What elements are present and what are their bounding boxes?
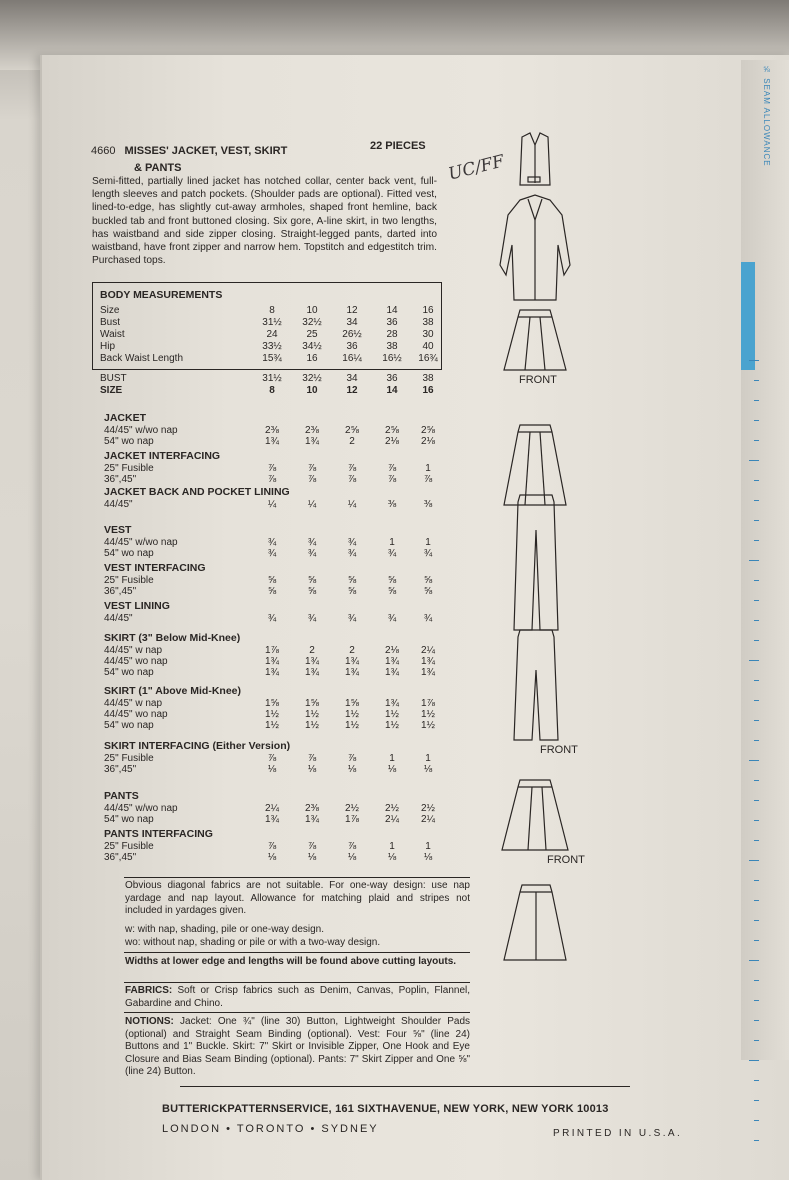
row-label: 54" wo nap [104, 720, 154, 731]
row-value: 1½ [305, 720, 319, 731]
row-value: 8 [269, 305, 275, 316]
row-value: ⅝ [267, 586, 277, 597]
row-value: 34 [346, 317, 358, 328]
section-title: VEST INTERFACING [104, 562, 206, 574]
table-row [0, 814, 789, 826]
pattern-title-line2: & PANTS [134, 162, 182, 174]
row-value: ⅞ [347, 463, 357, 474]
row-label: 54" wo nap [104, 667, 154, 678]
ruler-tick [749, 460, 759, 461]
row-value: ⅛ [347, 764, 357, 775]
row-value: 34 [346, 373, 358, 384]
ruler-tick [754, 1140, 759, 1141]
row-label: 44/45" w nap [104, 698, 163, 709]
row-value: 2 [349, 436, 355, 447]
row-value: ⅞ [423, 474, 433, 485]
row-value: ⅛ [347, 852, 357, 863]
row-value: 1¾ [305, 436, 319, 447]
row-value: 32½ [302, 317, 322, 328]
row-value: 8 [269, 385, 275, 396]
section-title: PANTS INTERFACING [104, 828, 213, 840]
table-row [0, 548, 789, 560]
row-value: ¾ [387, 613, 397, 624]
table-row [0, 499, 789, 511]
publisher-cities: LONDON • TORONTO • SYDNEY [162, 1123, 379, 1135]
row-value: 2⅛ [385, 645, 399, 656]
row-value: 1¾ [265, 667, 279, 678]
row-value: 2⅜ [305, 803, 319, 814]
row-value: 1⅝ [345, 698, 359, 709]
row-value: ⅝ [307, 586, 317, 597]
ruler-tick [749, 560, 759, 561]
row-value: ⅜ [387, 499, 397, 510]
pieces-count: 22 PIECES [370, 140, 426, 152]
row-label: 36",45" [104, 852, 137, 863]
row-value: 1¾ [385, 656, 399, 667]
section-title: SKIRT INTERFACING (Either Version) [104, 740, 291, 752]
row-value: 33½ [262, 341, 282, 352]
skirt-back-drawing [504, 885, 566, 960]
row-value: 1¾ [385, 698, 399, 709]
row-value: 16½ [382, 353, 402, 364]
row-value: 28 [386, 329, 398, 340]
row-value: 1 [389, 537, 395, 548]
row-label: Bust [100, 317, 121, 328]
row-value: 2⅝ [421, 425, 435, 436]
row-value: 2⅜ [265, 425, 279, 436]
row-value: ⅝ [387, 575, 397, 586]
row-value: 15¾ [262, 353, 282, 364]
row-value: ⅝ [387, 586, 397, 597]
section-title: SKIRT (1" Above Mid-Knee) [104, 685, 242, 697]
row-value: 1⅝ [265, 698, 279, 709]
row-value: 12 [346, 305, 358, 316]
row-label: 44/45" [104, 613, 133, 624]
table-row [0, 764, 789, 776]
section-title: SKIRT (3" Below Mid-Knee) [104, 632, 241, 644]
row-value: 1 [389, 753, 395, 764]
row-value: ⅛ [423, 852, 433, 863]
divider [124, 1012, 470, 1013]
row-value: ⅜ [423, 499, 433, 510]
section-title: VEST [104, 524, 132, 536]
front-label-1: FRONT [519, 374, 557, 386]
row-value: 1¾ [345, 656, 359, 667]
row-value: 1 [425, 463, 431, 474]
fabrics-text: Soft or Crisp fabrics such as Denim, Canvas, Poplin, Flannel, Gabardine and Chino. [125, 985, 471, 1009]
row-value: ¾ [387, 548, 397, 559]
table-row [0, 385, 789, 397]
row-value: ⅞ [307, 474, 317, 485]
row-value: ⅛ [267, 764, 277, 775]
row-value: 1¾ [305, 814, 319, 825]
front-label-2: FRONT [540, 744, 578, 756]
row-value: 1¾ [421, 667, 435, 678]
row-value: ⅝ [267, 575, 277, 586]
row-value: 1¾ [305, 656, 319, 667]
technical-drawings [480, 125, 620, 1125]
row-value: 2⅜ [305, 425, 319, 436]
table-row [0, 329, 789, 341]
row-value: ⅞ [387, 474, 397, 485]
section-title: JACKET BACK AND POCKET LINING [104, 486, 290, 498]
row-value: 36 [386, 317, 398, 328]
row-value: 16 [422, 305, 434, 316]
row-label: 36",45" [104, 586, 137, 597]
ruler-tick [754, 1080, 759, 1081]
row-value: 1½ [421, 720, 435, 731]
skirt-short-drawing [504, 425, 566, 505]
row-value: 1½ [345, 720, 359, 731]
ruler-tick [749, 1060, 759, 1061]
ruler-tick [754, 520, 759, 521]
divider [124, 952, 470, 953]
row-value: ⅞ [267, 474, 277, 485]
table-row [0, 586, 789, 598]
row-label: Hip [100, 341, 116, 352]
row-value: ⅞ [267, 753, 277, 764]
body-measurements-title: BODY MEASUREMENTS [100, 289, 223, 301]
row-value: 1½ [265, 709, 279, 720]
table-row [0, 667, 789, 679]
row-value: 1 [425, 753, 431, 764]
row-label: 44/45" w nap [104, 645, 163, 656]
row-value: 40 [422, 341, 434, 352]
publisher-address: BUTTERICKPATTERNSERVICE, 161 SIXTHAVENUE, NEW YORK, NEW YORK 10013 [162, 1103, 609, 1115]
row-label: 36",45" [104, 764, 137, 775]
row-value: 2⅝ [345, 425, 359, 436]
row-label: 25" Fusible [104, 841, 154, 852]
row-value: ¾ [347, 537, 357, 548]
row-label: 54" wo nap [104, 548, 154, 559]
row-label: 25" Fusible [104, 575, 154, 586]
row-value: 1¾ [265, 814, 279, 825]
pattern-title [91, 145, 287, 157]
row-value: ¾ [267, 548, 277, 559]
row-value: 1¾ [345, 667, 359, 678]
row-value: 2½ [345, 803, 359, 814]
ruler-tick [749, 960, 759, 961]
row-label: 54" wo nap [104, 814, 154, 825]
row-value: 1⅝ [305, 698, 319, 709]
row-value: ¼ [347, 499, 357, 510]
wo-definition: wo: without nap, shading or pile or with a two-way design. [125, 937, 381, 948]
row-value: 31½ [262, 317, 282, 328]
row-value: ¼ [307, 499, 317, 510]
row-value: ¾ [307, 537, 317, 548]
row-value: 1½ [385, 709, 399, 720]
row-label: 44/45" wo nap [104, 656, 168, 667]
row-label: 36",45" [104, 474, 137, 485]
row-value: 2⅛ [385, 436, 399, 447]
table-row [0, 317, 789, 329]
row-value: 2½ [421, 803, 435, 814]
row-value: 36 [346, 341, 358, 352]
ruler-tick [754, 980, 759, 981]
row-label: 25" Fusible [104, 463, 154, 474]
row-value: 2 [309, 645, 315, 656]
ruler-tick [754, 420, 759, 421]
table-row [0, 474, 789, 486]
fabrics-label: FABRICS: [125, 985, 173, 996]
row-value: 24 [266, 329, 278, 340]
row-value: 16¾ [418, 353, 438, 364]
front-label-3: FRONT [547, 854, 585, 866]
ruler-tick [754, 1100, 759, 1101]
row-value: 2 [349, 645, 355, 656]
table-row [0, 305, 789, 317]
table-row [0, 720, 789, 732]
row-value: 2¼ [421, 814, 435, 825]
row-value: ⅞ [307, 841, 317, 852]
row-value: 12 [346, 385, 358, 396]
row-label: SIZE [100, 385, 123, 396]
row-value: 1 [425, 537, 431, 548]
row-value: ⅝ [347, 586, 357, 597]
ruler-tick [754, 740, 759, 741]
row-label: Size [100, 305, 120, 316]
section-title: JACKET [104, 412, 147, 424]
skirt-long-drawing [504, 310, 566, 370]
pattern-number: 4660 [91, 145, 116, 157]
row-value: 14 [386, 305, 398, 316]
row-value: ⅛ [387, 852, 397, 863]
row-value: ⅞ [307, 463, 317, 474]
row-value: 2½ [385, 803, 399, 814]
row-value: 32½ [302, 373, 322, 384]
row-value: 1½ [385, 720, 399, 731]
row-value: 1¾ [305, 667, 319, 678]
row-label: 44/45" w/wo nap [104, 537, 178, 548]
section-title: JACKET INTERFACING [104, 450, 221, 462]
table-row [0, 613, 789, 625]
row-value: 2¼ [385, 814, 399, 825]
row-value: ⅛ [307, 764, 317, 775]
row-value: 1⅞ [265, 645, 279, 656]
row-value: 1¾ [421, 656, 435, 667]
ruler-tick [754, 940, 759, 941]
row-value: ⅞ [267, 841, 277, 852]
row-value: 38 [386, 341, 398, 352]
pants-front-drawing [514, 630, 558, 740]
row-label: BUST [100, 373, 127, 384]
section-title: VEST LINING [104, 600, 170, 612]
row-value: 38 [422, 373, 434, 384]
table-row [0, 852, 789, 864]
row-value: 16 [306, 353, 318, 364]
section-title: PANTS [104, 790, 139, 802]
row-value: 1½ [345, 709, 359, 720]
row-value: 2⅛ [421, 436, 435, 447]
ruler-tick [754, 1020, 759, 1021]
row-label: Waist [100, 329, 125, 340]
ruler-tick [754, 780, 759, 781]
row-value: 26½ [342, 329, 362, 340]
pants-drawing [514, 495, 558, 630]
row-value: ⅞ [387, 463, 397, 474]
row-label: 44/45" [104, 499, 133, 510]
widths-note: Widths at lower edge and lengths will be found above cutting layouts. [125, 956, 457, 967]
ruler-tick [754, 900, 759, 901]
row-value: 1½ [305, 709, 319, 720]
table-row [0, 373, 789, 385]
row-value: 2⅝ [385, 425, 399, 436]
ruler-tick [754, 880, 759, 881]
row-value: ⅝ [423, 586, 433, 597]
row-value: ⅞ [267, 463, 277, 474]
row-label: 54" wo nap [104, 436, 154, 447]
ruler-tick [754, 1040, 759, 1041]
row-value: ¾ [267, 613, 277, 624]
table-row [0, 436, 789, 448]
row-value: 1⅞ [345, 814, 359, 825]
table-row [0, 353, 789, 365]
row-value: 2¼ [421, 645, 435, 656]
row-value: 1 [425, 841, 431, 852]
skirt-front-drawing [502, 780, 568, 850]
ruler-tick [754, 600, 759, 601]
row-value: ⅝ [423, 575, 433, 586]
ruler-tick [754, 1120, 759, 1121]
row-value: ¾ [347, 548, 357, 559]
row-label: 44/45" w/wo nap [104, 425, 178, 436]
row-value: 10 [306, 305, 318, 316]
ruler-tick [754, 1000, 759, 1001]
notions-text: Jacket: One ¾" (line 30) Button, Lightweight Shoulder Pads (optional) and Straight Seam Binding (optional). Vest: Four ⅝" (line 24) Buttons and 1" Buckle. Skirt: 7" Skirt or Invisible Zipper, One Hook and Eye Closure and Bias Seam Binding (optional). Pants: 7" Skirt Zipper and One ⅝" (line 24) Button. [125, 1016, 471, 1077]
row-value: 1¾ [265, 436, 279, 447]
row-value: 1¾ [385, 667, 399, 678]
ruler-tick [754, 400, 759, 401]
row-value: 38 [422, 317, 434, 328]
row-value: 1½ [421, 709, 435, 720]
row-value: 34½ [302, 341, 322, 352]
row-value: 36 [386, 373, 398, 384]
row-label: 44/45" wo nap [104, 709, 168, 720]
pattern-description: Semi-fitted, partially lined jacket has notched collar, center back vent, full-length sleeves and patch pockets. (Shoulder pads are optional). Fitted vest, lined-to-edge, has slightly cut-away armholes, shaped front hemline, back buckled tab and front buttoned closing. Six gore, A-line skirt, in two lengths, has waistband and side zipper closing. Straight-legged pants, darted into waistband, have front zipper and narrow hem. Topstitch and edgestitch trim. Purchased tops. [92, 176, 437, 267]
divider [124, 982, 470, 983]
row-value: ⅞ [347, 841, 357, 852]
diagonal-note: Obvious diagonal fabrics are not suitable. For one-way design: use nap yardage and nap layout. Allowance for matching plaid and stripes not included in yardages given. [125, 880, 470, 916]
seam-allowance-ruler-text: ⅝ SEAM ALLOWANCE [762, 65, 771, 167]
row-value: 1 [389, 841, 395, 852]
fabrics-note [125, 985, 470, 1010]
ruler-tick [754, 640, 759, 641]
row-value: ¾ [307, 548, 317, 559]
handwritten-note: UC/FF [446, 151, 507, 185]
row-value: ⅛ [423, 764, 433, 775]
row-value: ¾ [423, 548, 433, 559]
ruler-tick [754, 800, 759, 801]
row-value: ⅞ [347, 753, 357, 764]
row-label: 25" Fusible [104, 753, 154, 764]
ruler-tick [754, 680, 759, 681]
row-value: ¾ [347, 613, 357, 624]
row-value: 1½ [265, 720, 279, 731]
row-value: ¾ [267, 537, 277, 548]
row-value: 16 [422, 385, 434, 396]
row-value: 25 [306, 329, 318, 340]
table-row [0, 341, 789, 353]
row-value: ⅛ [267, 852, 277, 863]
row-value: 16¼ [342, 353, 362, 364]
notions-note [125, 1016, 470, 1079]
printed-in: PRINTED IN U.S.A. [553, 1128, 683, 1139]
row-value: 1⅞ [421, 698, 435, 709]
row-label: Back Waist Length [100, 353, 184, 364]
row-value: ⅝ [307, 575, 317, 586]
row-value: ⅛ [307, 852, 317, 863]
row-value: ⅞ [307, 753, 317, 764]
row-value: ¾ [307, 613, 317, 624]
row-value: ⅞ [347, 474, 357, 485]
row-value: ⅝ [347, 575, 357, 586]
divider [124, 877, 470, 878]
pattern-title-line1: MISSES' JACKET, VEST, SKIRT [124, 145, 288, 157]
row-value: ¼ [267, 499, 277, 510]
w-definition: w: with nap, shading, pile or one-way design. [125, 924, 325, 935]
notions-label: NOTIONS: [125, 1016, 174, 1027]
row-value: 31½ [262, 373, 282, 384]
row-value: 14 [386, 385, 398, 396]
row-value: 10 [306, 385, 318, 396]
row-value: ¾ [423, 613, 433, 624]
row-value: 30 [422, 329, 434, 340]
ruler-tick [754, 920, 759, 921]
row-value: 1¾ [265, 656, 279, 667]
row-value: 2¼ [265, 803, 279, 814]
row-label: 44/45" w/wo nap [104, 803, 178, 814]
row-value: ⅛ [387, 764, 397, 775]
